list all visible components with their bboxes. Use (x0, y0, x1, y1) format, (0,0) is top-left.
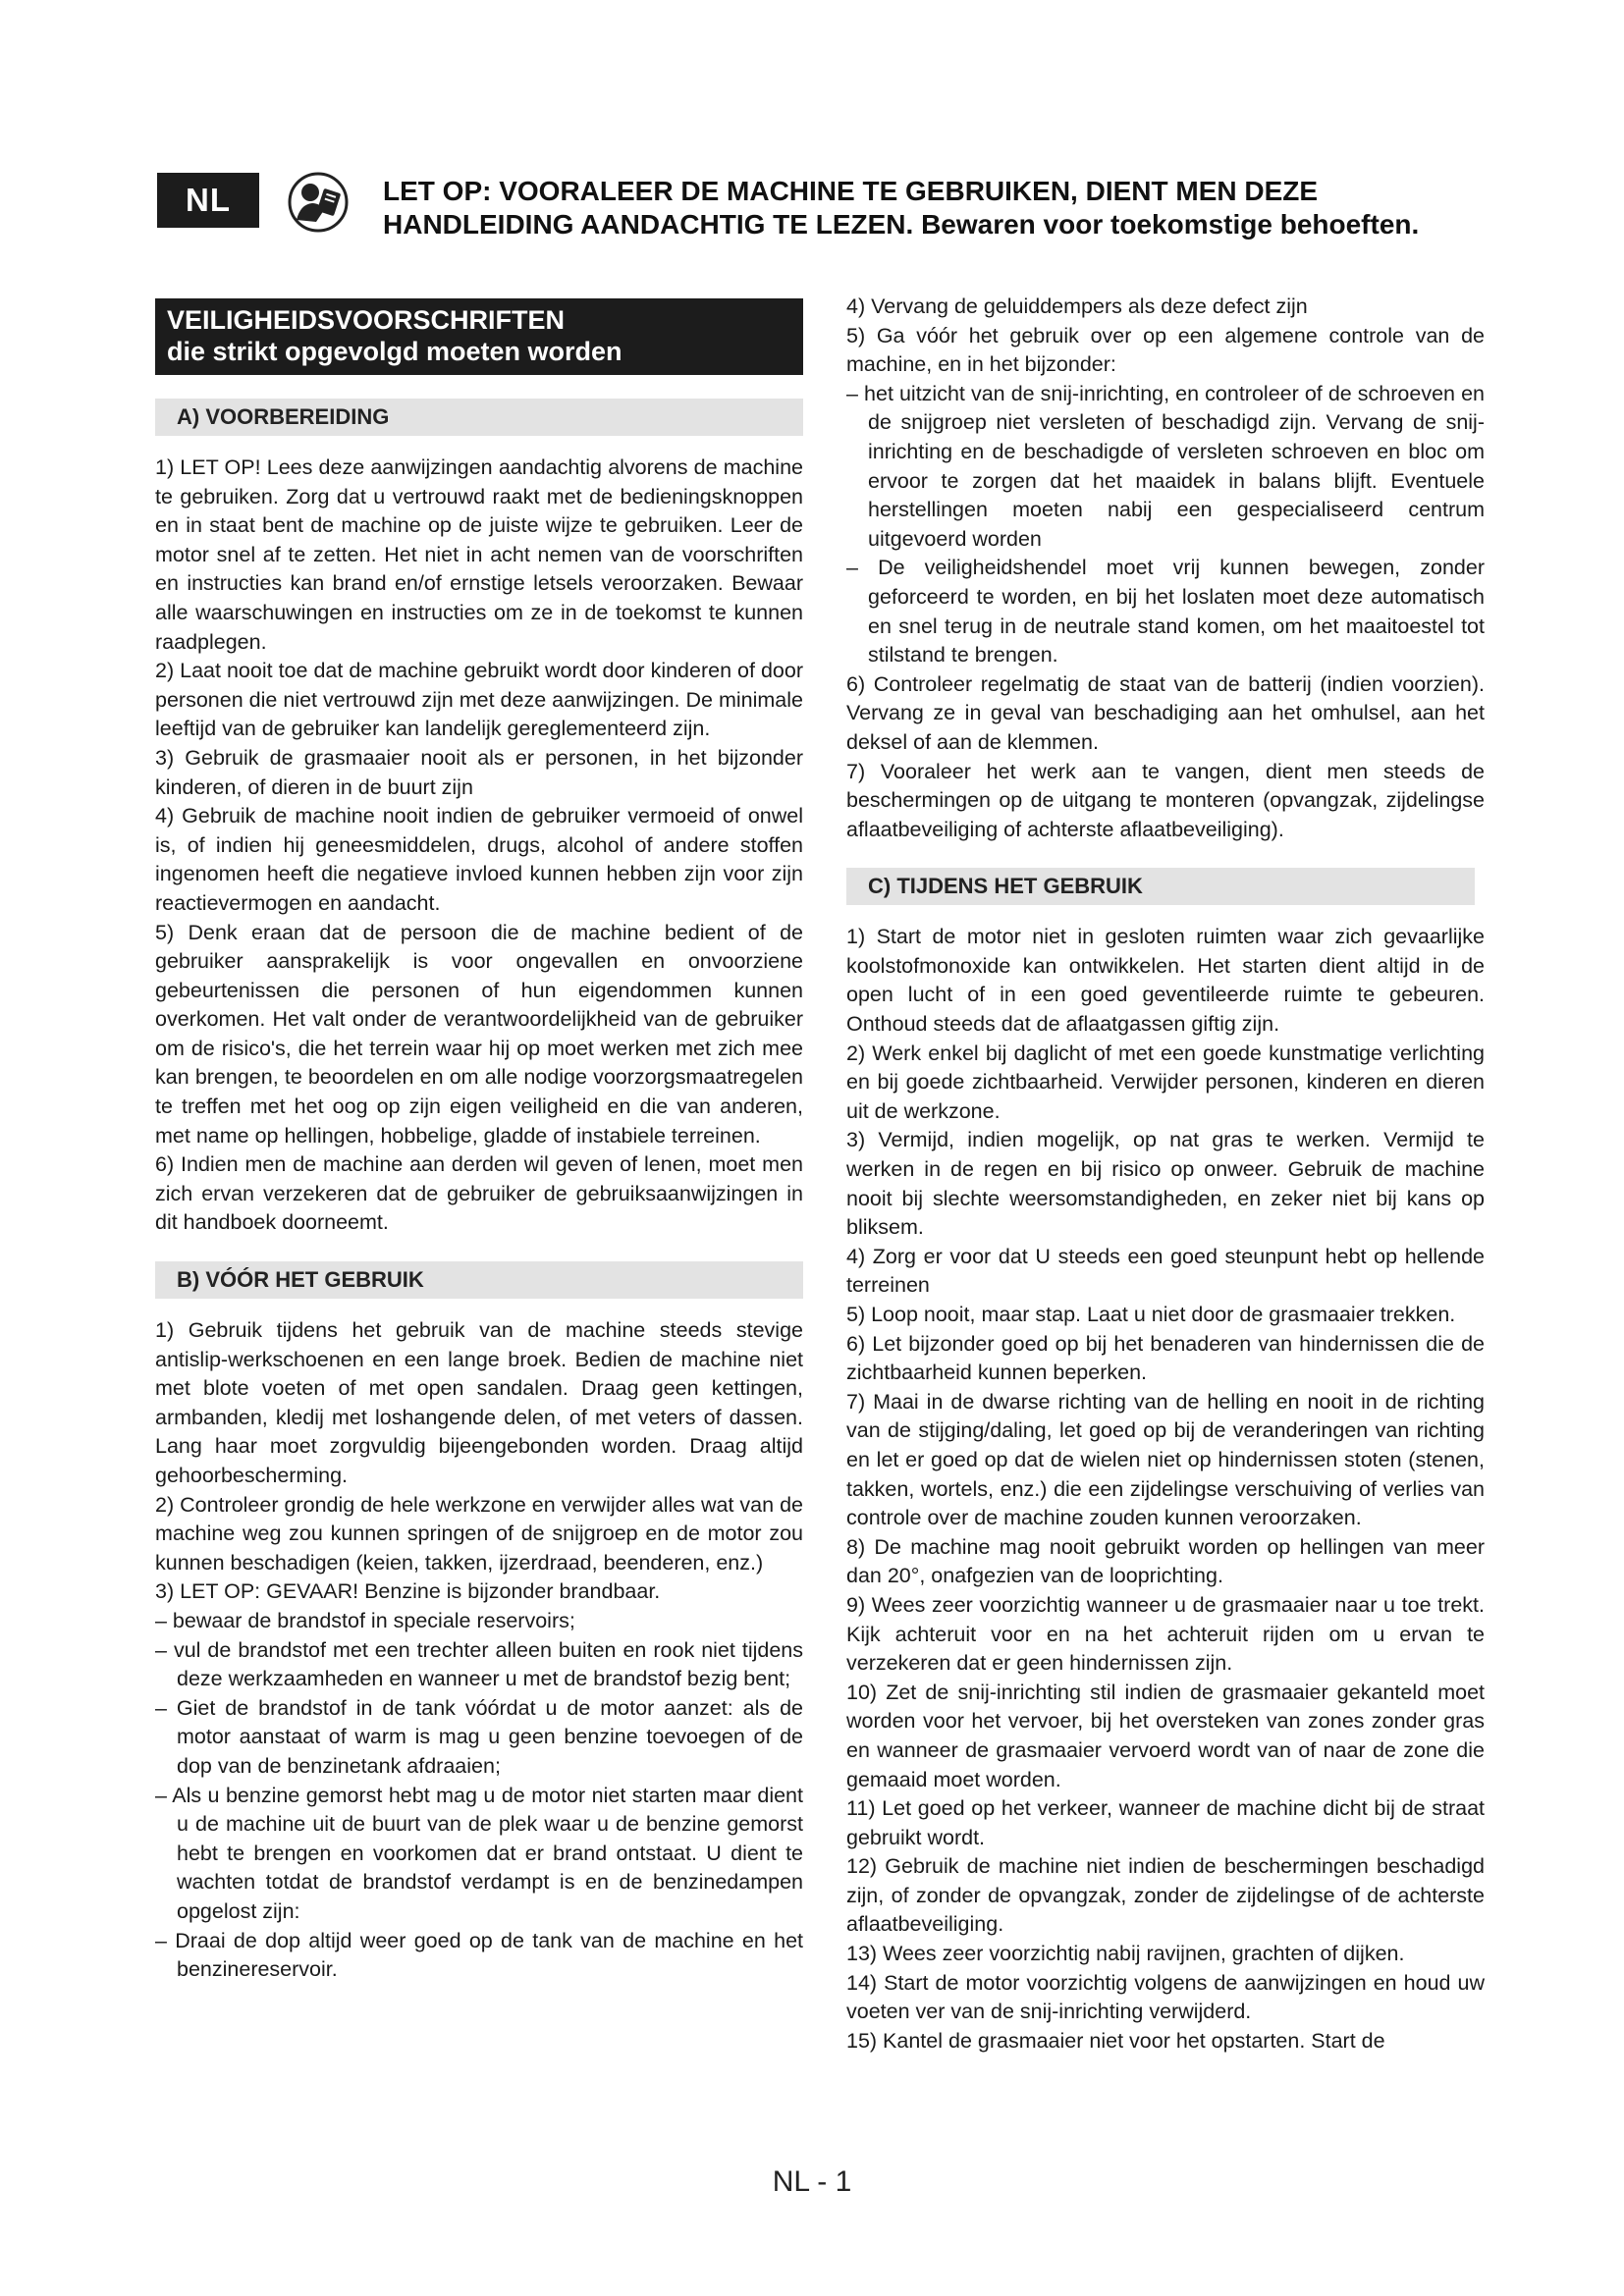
safety-subtitle: die strikt opgevolgd moeten worden (167, 337, 623, 366)
section-c-item-8: 8) De machine mag nooit gebruikt worden op hellingen van meer dan 20°, onafgezien van de looprichting. (846, 1534, 1485, 1588)
section-b-item-6: 6) Controleer regelmatig de staat van de batterij (indien voorzien). Vervang ze in geval van beschadiging aan het omhulsel, aan het deksel of aan de klemmen. (846, 671, 1485, 754)
section-b-bullet-4: – Als u benzine gemorst hebt mag u de motor niet starten maar dient u de machine uit de buurt van de plek waar u de benzine gemorst hebt te brengen en voorkomen dat er brand ontstaat. U dient te wachten totdat de brandstof verdampt is en de benzinedampen opgelost zijn: (155, 1783, 803, 1923)
section-b-item-2: 2) Controleer grondig de hele werkzone en verwijder alles wat van de machine weg zou kunnen springen of de snijgroep en de motor zou kunnen beschadigen (keien, takken, ijzerdraad, beenderen, enz.) (155, 1492, 803, 1575)
section-b-item-5: 5) Ga vóór het gebruik over op een algemene controle van de machine, en in het bijzonder: (846, 323, 1485, 377)
section-a-item-6: 6) Indien men de machine aan derden wil geven of lenen, moet men zich ervan verzekeren dat de gebruiker de gebruiksaanwijzingen in dit handboek doorneemt. (155, 1152, 803, 1235)
section-b-item-5-bullet-2: – De veiligheidshendel moet vrij kunnen bewegen, zonder geforceerd te worden, en bij het loslaten moet deze automatisch en snel terug in de neutrale stand komen, om het maaitoestel tot stilstand te brengen. (846, 556, 1485, 667)
page-number: NL - 1 (772, 2165, 852, 2198)
section-b-bullet-5: – Draai de dop altijd weer goed op de tank van de machine en het benzinereservoir. (155, 1928, 803, 1982)
section-b-item-3: 3) LET OP: GEVAAR! Benzine is bijzonder brandbaar. (155, 1579, 661, 1604)
section-c-item-11: 11) Let goed op het verkeer, wanneer de machine dicht bij de straat gebruikt wordt. (846, 1796, 1485, 1849)
section-c-item-3: 3) Vermijd, indien mogelijk, op nat gras te werken. Vermijd te werken in de regen en bij risico op onweer. Gebruik de machine nooit bij slechte weersomstandigheden, en zeker niet bij kans op bliksem. (846, 1128, 1485, 1240)
section-c-item-1: 1) Start de motor niet in gesloten ruimten waar zich gevaarlijke koolstofmonoxide kan ontwikkelen. Het starten dient altijd in de open lucht of in een goed geventileerde ruimte te gebeuren. Onthoud steeds dat de aflaatgassen giftig zijn. (846, 925, 1485, 1037)
header-title-line-1: LET OP: VOORALEER DE MACHINE TE GEBRUIKEN, DIENT MEN DEZE (383, 176, 1319, 206)
section-b-item-1: 1) Gebruik tijdens het gebruik van de machine steeds stevige antislip-werkschoenen en een lange broek. Bedien de machine niet met blote voeten of met open sandalen. Draag geen kettingen, armbanden, kledij met loshangende delen, of met veters of dassen. Lang haar moet zorgvuldig bijeengebonden worden. Draag altijd gehoorbescherming. (155, 1318, 803, 1487)
right-column (846, 293, 1485, 2056)
section-b-heading: B) VÓÓR HET GEBRUIK (155, 1261, 803, 1299)
left-column (155, 294, 803, 1985)
section-b-bullet-3: – Giet de brandstof in de tank vóórdat u de motor aanzet: als de motor aanstaat of warm is mag u geen benzine toevoegen of de dop van de benzinetank afdraaien; (155, 1695, 803, 1778)
read-manual-icon (287, 171, 350, 234)
section-b-item-5-bullet-1: – het uitzicht van de snij-inrichting, en controleer of de schroeven en de snijgroep niet versleten of beschadigd zijn. Vervang de snij-inrichting en de beschadigde of versleten schroeven en bloc om ervoor te zorgen dat het maaidek in balans blijft. Eventuele herstellingen moeten nabij een gespecialiseerd centrum uitgevoerd worden (846, 381, 1485, 551)
section-c-item-14: 14) Start de motor voorzichtig volgens de aanwijzingen en houd uw voeten ver van de snij-inrichting verwijderd. (846, 1970, 1485, 2024)
section-c-item-2: 2) Werk enkel bij daglicht of met een goede kunstmatige verlichting en bij goede zichtbaarheid. Verwijder personen, kinderen en dieren uit de werkzone. (846, 1041, 1485, 1123)
section-b-bullet-2: – vul de brandstof met een trechter alleen buiten en rook niet tijdens deze werkzaamheden en wanneer u met de brandstof bezig bent; (155, 1637, 803, 1691)
header-title (383, 175, 1522, 241)
section-c-item-6: 6) Let bijzonder goed op bij het benaderen van hindernissen die de zichtbaarheid kunnen beperken. (846, 1331, 1485, 1385)
section-a-item-3: 3) Gebruik de grasmaaier nooit als er personen, in het bijzonder kinderen, of dieren in de buurt zijn (155, 745, 803, 799)
section-a-item-2: 2) Laat nooit toe dat de machine gebruikt wordt door kinderen of door personen die niet vertrouwd zijn met deze aanwijzingen. De minimale leeftijd van de gebruiker kan landelijk gereglementeerd zijn. (155, 659, 803, 741)
section-c-item-9: 9) Wees zeer voorzichtig wanneer u de grasmaaier naar u toe trekt. Kijk achteruit voor en na het achteruit rijden om u ervan te verzekeren dat er geen hindernissen zijn. (846, 1592, 1485, 1676)
section-a-item-1: 1) LET OP! Lees deze aanwijzingen aandachtig alvorens de machine te gebruiken. Zorg dat u vertrouwd raakt met de bedieningsknoppen en in staat bent de machine op de juiste wijze te gebruiken. Leer de motor snel af te zetten. Het niet in acht nemen van de voorschriften en instructies kan brand en/of ernstige letsels veroorzaken. Bewaar alle waarschuwingen en instructies om ze in de toekomst te kunnen raadplegen. (155, 455, 803, 654)
section-b-bullet-1: – bewaar de brandstof in speciale reservoirs; (155, 1608, 575, 1632)
section-c-item-5: 5) Loop nooit, maar stap. Laat u niet door de grasmaaier trekken. (846, 1303, 1456, 1326)
safety-title-box (155, 298, 803, 375)
safety-title: VEILIGHEIDSVOORSCHRIFTEN (167, 305, 566, 335)
section-c-item-10: 10) Zet de snij-inrichting stil indien de grasmaaier gekanteld moet worden voor het vervoer, bij het oversteken van zones zonder gras en wanneer de grasmaaier vervoerd wordt van of naar de zone die gemaaid moet worden. (846, 1680, 1485, 1791)
language-badge: NL (157, 173, 259, 228)
section-c-item-13: 13) Wees zeer voorzichtig nabij ravijnen, grachten of dijken. (846, 1942, 1405, 1966)
section-b-item-4: 4) Vervang de geluiddempers als deze defect zijn (846, 294, 1308, 318)
section-c-item-7: 7) Maai in de dwarse richting van de helling en nooit in de richting van de stijging/daling, let goed op bij de veranderingen van richting en let er goed op dat de wielen niet op hindernissen stoten (stenen, takken, wortels, enz.) die een zijdelingse verschuiving of verlies van controle over de machine zouden kunnen veroorzaken. (846, 1389, 1485, 1530)
section-c-item-12: 12) Gebruik de machine niet indien de beschermingen beschadigd zijn, of zonder de opvangzak, zonder de zijdelingse of de achterste aflaatbeveiliging. (846, 1854, 1485, 1937)
section-b-item-7: 7) Vooraleer het werk aan te vangen, dient men steeds de beschermingen op de uitgang te monteren (opvangzak, zijdelingse aflaatbeveiliging of achterste aflaatbeveiliging). (846, 759, 1485, 841)
section-a-heading: A) VOORBEREIDING (155, 399, 803, 436)
section-c-item-15: 15) Kantel de grasmaaier niet voor het opstarten. Start de (846, 2028, 1385, 2053)
section-a-item-5: 5) Denk eraan dat de persoon die de machine bedient of de gebruiker aansprakelijk is voor ongevallen en onvoorziene gebeurtenissen die personen of hun eigendommen kunnen overkomen. Het valt onder de verantwoordelijkheid van de gebruiker om de risico's, die het terrein waar hij op moet werken met zich mee kan brengen, te beoordelen en om alle nodige voorzorgsmaatregelen te treffen met het oog op zijn eigen veiligheid en die van anderen, met name op hellingen, hobbelige, gladde of instabiele terreinen. (155, 920, 803, 1148)
section-c-item-4: 4) Zorg er voor dat U steeds een goed steunpunt hebt op hellende terreinen (846, 1244, 1485, 1298)
section-c-heading: C) TIJDENS HET GEBRUIK (846, 868, 1475, 905)
section-a-item-4: 4) Gebruik de machine nooit indien de gebruiker vermoeid of onwel is, of indien hij geneesmiddelen, drugs, alcohol of andere stoffen ingenomen heeft die negatieve invloed kunnen hebben zijn voor zijn reactievermogen en aandacht. (155, 804, 803, 915)
header-title-line-2: HANDLEIDING AANDACHTIG TE LEZEN. Bewaren voor toekomstige behoeften. (383, 209, 1420, 240)
